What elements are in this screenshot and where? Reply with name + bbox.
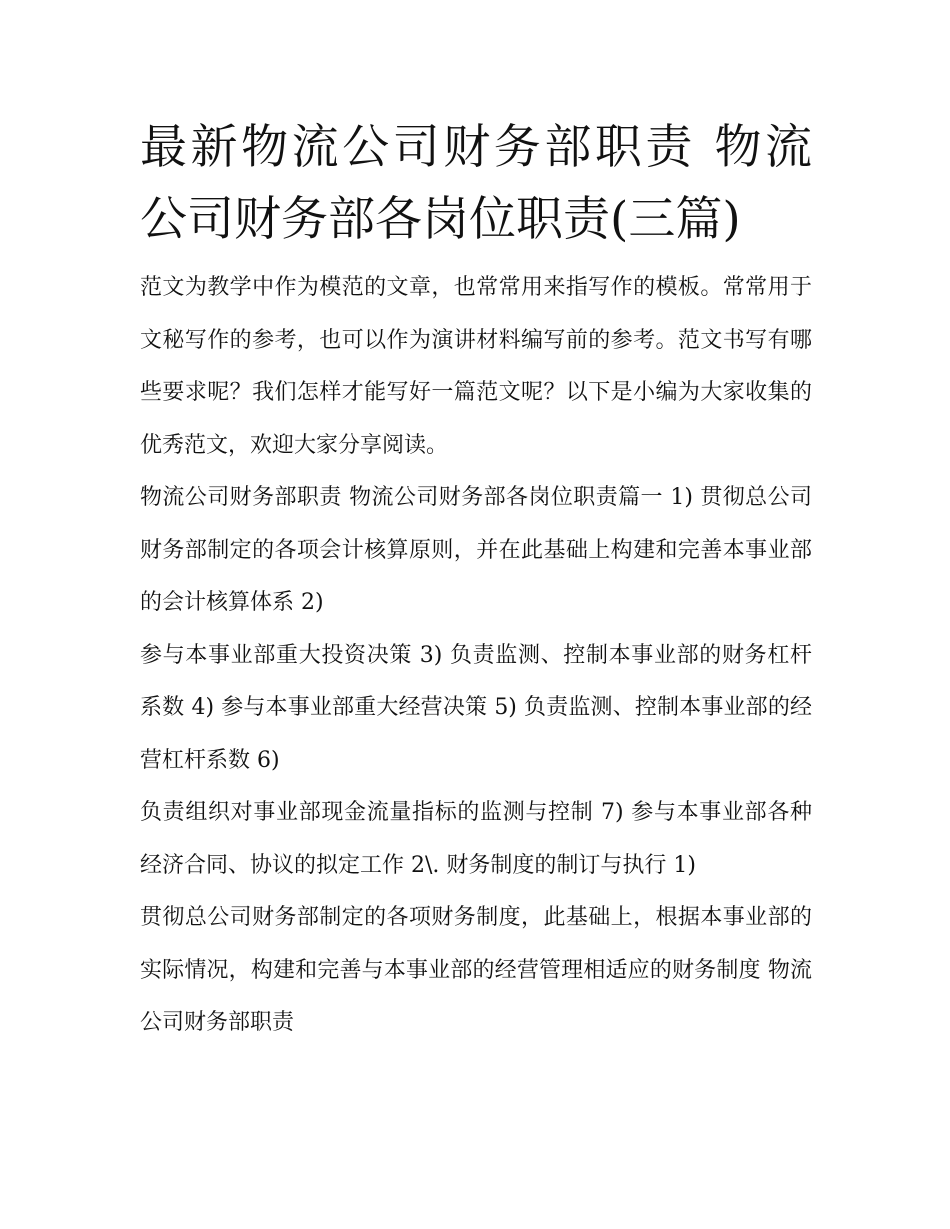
paragraph-duties-system: 贯彻总公司财务部制定的各项财务制度，此基础上，根据本事业部的实际情况，构建和完善与本事业部的经营管理相适应的财务制度 物流公司财务部职责 xyxy=(140,905,812,1035)
paragraph-section-one: 物流公司财务部职责 物流公司财务部各岗位职责篇一 1) 贯彻总公司财务部制定的各项会计核算原则，并在此基础上构建和完善本事业部的会计核算体系 2) xyxy=(140,485,812,615)
paragraph-duties-cashflow: 负责组织对事业部现金流量指标的监测与控制 7) 参与本事业部各种经济合同、协议的拟定工作 2\. 财务制度的制订与执行 1) xyxy=(140,800,812,878)
paragraph-intro: 范文为教学中作为模范的文章，也常常用来指写作的模板。常常用于文秘写作的参考，也可以作为演讲材料编写前的参考。范文书写有哪些要求呢？我们怎样才能写好一篇范文呢？以下是小编为大家收集的优秀范文，欢迎大家分享阅读。 xyxy=(140,275,812,458)
paragraph-duties-investment: 参与本事业部重大投资决策 3) 负责监测、控制本事业部的财务杠杆系数 4) 参与本事业部重大经营决策 5) 负责监测、控制本事业部的经营杠杆系数 6) xyxy=(140,642,812,773)
document-page xyxy=(140,112,812,1050)
document-title: 最新物流公司财务部职责 物流公司财务部各岗位职责(三篇) xyxy=(140,120,812,247)
